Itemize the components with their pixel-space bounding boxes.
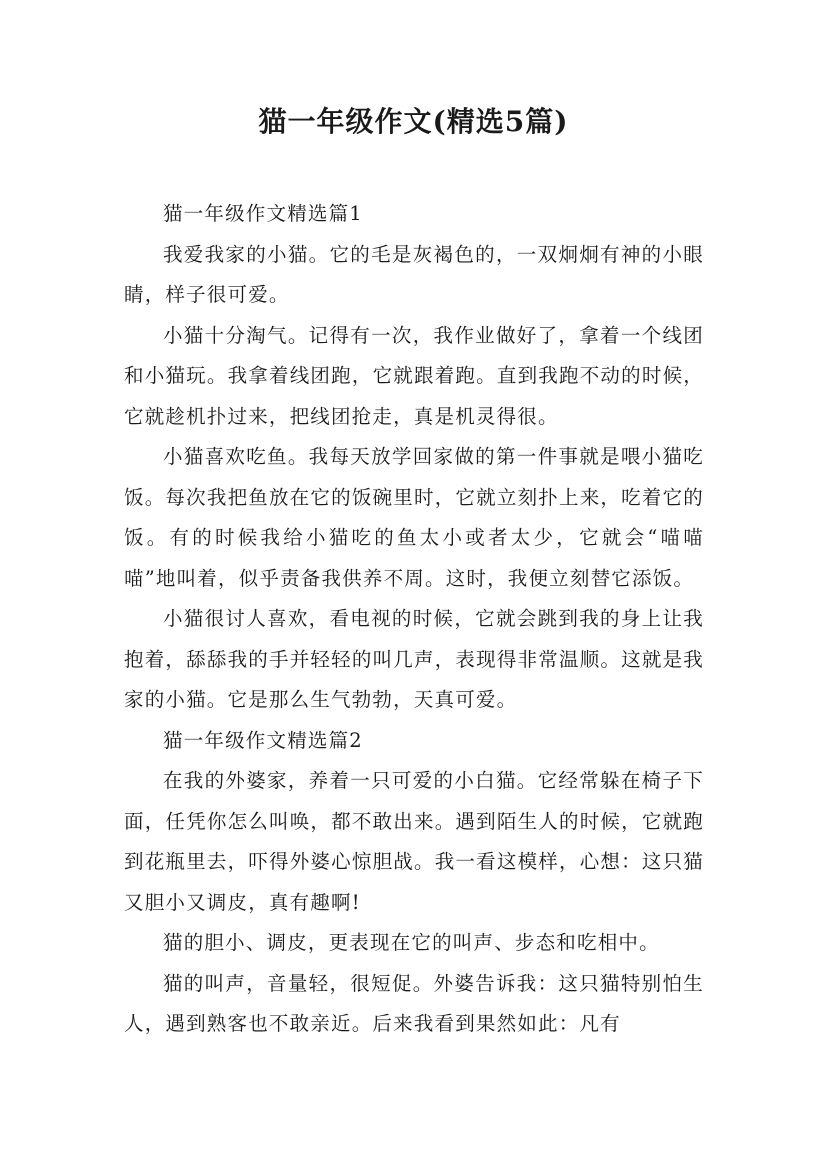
paragraph: 我爱我家的小猫。它的毛是灰褐色的，一双炯炯有神的小眼睛，样子很可爱。 [124,242,704,306]
document-title: 猫一年级作文(精选5篇) [258,105,569,138]
paragraph: 小猫喜欢吃鱼。我每天放学回家做的第一件事就是喂小猫吃饭。每次我把鱼放在它的饭碗里时，它就立刻扑上来，吃着它的饭。有的时候我给小猫吃的鱼太小或者太少，它就会“喵喵喵”地叫着，似乎责备我供养不周。这时，我便立刻替它添饭。 [124,445,704,590]
paragraph: 猫的胆小、调皮，更表现在它的叫声、步态和吃相中。 [163,931,660,954]
paragraph: 小猫很讨人喜欢，看电视的时候，它就会跳到我的身上让我抱着，舔舔我的手并轻轻的叫几声，表现得非常温顺。这就是我家的小猫。它是那么生气勃勃，天真可爱。 [124,607,704,711]
section-heading-2: 猫一年级作文精选篇2 [163,728,363,752]
paragraph: 在我的外婆家，养着一只可爱的小白猫。它经常躲在椅子下面，任凭你怎么叫唤，都不敢出来。遇到陌生人的时候，它就跑到花瓶里去，吓得外婆心惊胆战。我一看这模样，心想：这只猫又胆小又调皮，真有趣啊! [124,769,704,914]
section-heading-1: 猫一年级作文精选篇1 [163,202,363,225]
document-body [124,194,704,1045]
paragraph: 小猫十分淘气。记得有一次，我作业做好了，拿着一个线团和小猫玩。我拿着线团跑，它就跟着跑。直到我跑不动的时候，它就趁机扑过来，把线团抢走，真是机灵得很。 [124,323,704,428]
paragraph: 猫的叫声，音量轻，很短促。外婆告诉我：这只猫特别怕生人，遇到熟客也不敢亲近。后来我看到果然如此：凡有 [124,971,704,1035]
